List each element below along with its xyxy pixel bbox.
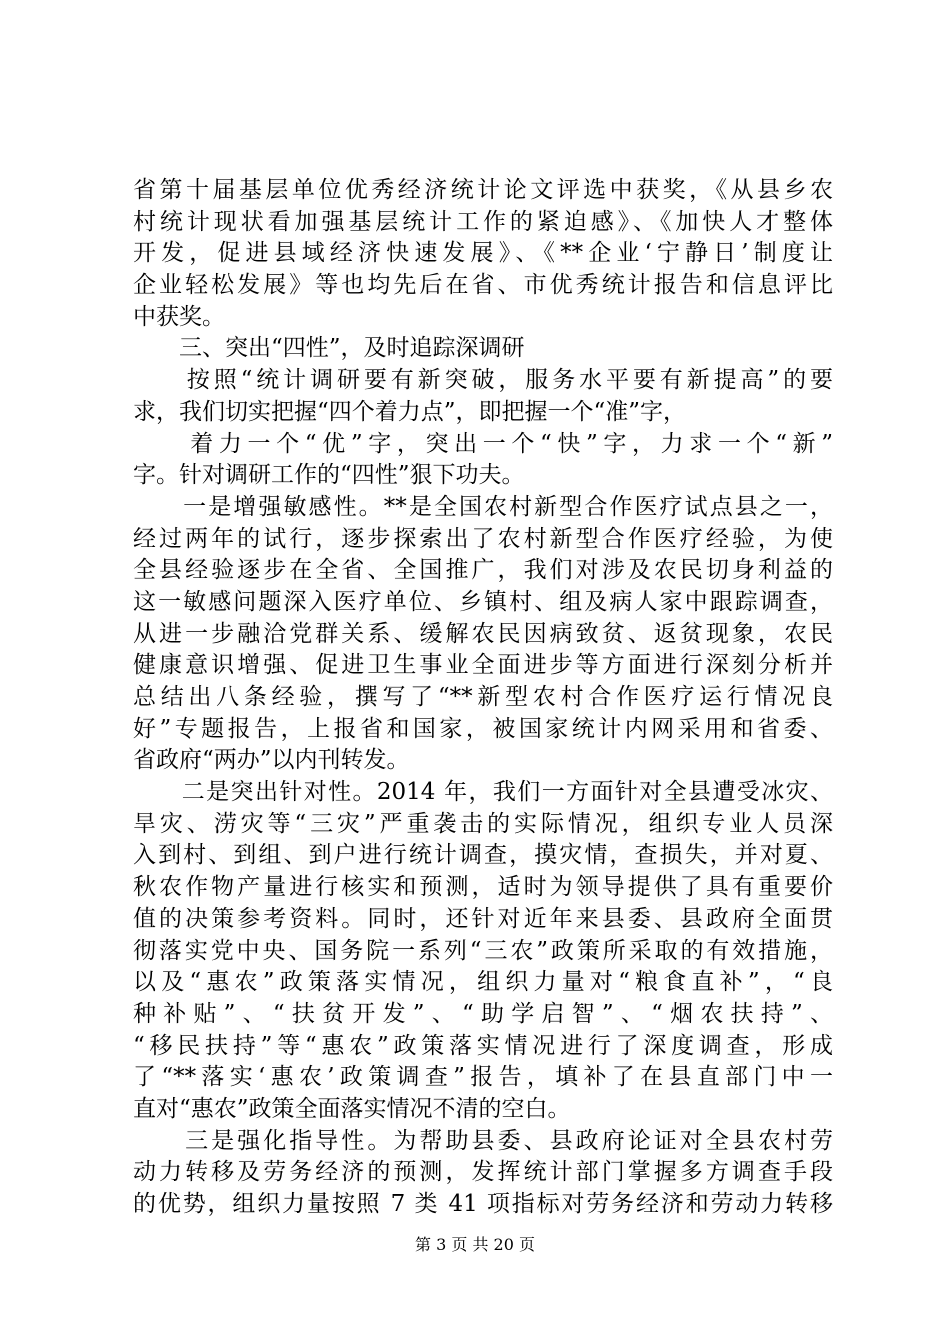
text-line: 种补贴”、“扶贫开发”、“助学启智”、“烟农扶持”、 (133, 1000, 833, 1027)
text-line: 好”专题报告，上报省和国家，被国家统计内网采用和省委、 (133, 715, 833, 742)
text-line: 旱灾、涝灾等“三灾”严重袭击的实际情况，组织专业人员深 (133, 810, 833, 837)
text-line: 了“**落实‘惠农’政策调查”报告，填补了在县直部门中一 (133, 1064, 833, 1091)
text-line: 求，我们切实把握“四个着力点”，即把握一个“准”字， (133, 398, 687, 425)
text-line: 从进一步融洽党群关系、缓解农民因病致贫、返贫现象，农民 (133, 620, 833, 647)
page-footer: 第 3 页 共 20 页 (415, 1235, 535, 1254)
text-line: 秋农作物产量进行核实和预测，适时为领导提供了具有重要价 (133, 874, 833, 901)
document-body (133, 175, 833, 1221)
text-line: 彻落实党中央、国务院一系列“三农”政策所采取的有效措施， (133, 937, 833, 964)
text-line: 一是增强敏感性。**是全国农村新型合作医疗试点县之一， (133, 493, 833, 520)
text-line: 省政府“两办”以内刊转发。 (133, 747, 410, 774)
text-line: 这一敏感问题深入医疗单位、乡镇村、组及病人家中跟踪调查， (133, 588, 833, 615)
text-line: 入到村、到组、到户进行统计调查，摸灾情，查损失，并对夏、 (133, 842, 833, 869)
text-line: 总结出八条经验，撰写了“**新型农村合作医疗运行情况良 (133, 684, 833, 710)
text-line: 经过两年的试行，逐步探索出了农村新型合作医疗经验，为使 (133, 525, 833, 552)
text-line: 全县经验逐步在全省、全国推广，我们对涉及农民切身利益的 (133, 557, 833, 584)
text-line: 值的决策参考资料。同时，还针对近年来县委、县政府全面贯 (133, 905, 833, 932)
text-line: 字。针对调研工作的“四性”狠下功夫。 (133, 462, 525, 489)
text-line: 三是强化指导性。为帮助县委、县政府论证对全县农村劳 (133, 1127, 833, 1154)
text-line: 二是突出针对性。2014 年，我们一方面针对全县遭受冰灾、 (133, 779, 833, 806)
text-line: 动力转移及劳务经济的预测，发挥统计部门掌握多方调查手段 (133, 1159, 833, 1186)
text-line: 中获奖。 (133, 303, 225, 330)
text-line: 的优势，组织力量按照 7 类 41 项指标对劳务经济和劳动力转移 (133, 1191, 833, 1217)
text-line: 以及“惠农”政策落实情况，组织力量对“粮食直补”，“良 (133, 969, 833, 996)
text-line: 企业轻松发展》等也均先后在省、市优秀统计报告和信息评比 (133, 272, 833, 299)
text-line: 三、突出“四性”，及时追踪深调研 (133, 335, 525, 362)
text-line: 按照“统计调研要有新突破，服务水平要有新提高”的要 (133, 367, 833, 394)
text-line: 直对“惠农”政策全面落实情况不清的空白。 (133, 1095, 571, 1122)
text-line: 省第十届基层单位优秀经济统计论文评选中获奖，《从县乡农 (133, 177, 833, 203)
text-line: 健康意识增强、促进卫生事业全面进步等方面进行深刻分析并 (133, 652, 833, 679)
text-line: “移民扶持”等“惠农”政策落实情况进行了深度调查，形成 (133, 1032, 833, 1059)
text-line: 开发，促进县域经济快速发展》、《**企业‘宁静日’制度让 (133, 240, 833, 267)
text-line: 着力一个“优”字，突出一个“快”字，力求一个“新” (133, 430, 833, 457)
text-line: 村统计现状看加强基层统计工作的紧迫感》、《加快人才整体 (133, 208, 833, 235)
